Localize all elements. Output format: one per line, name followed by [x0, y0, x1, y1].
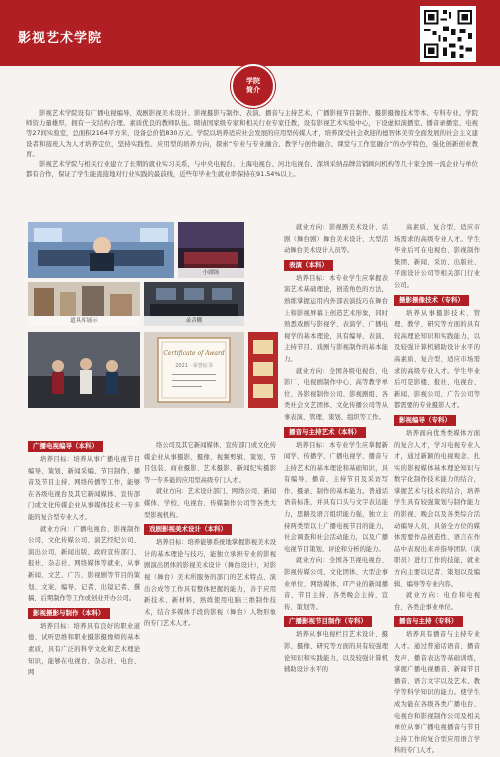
art-design-career: 就业方向：影视剧美术设计、话剧（舞台剧）舞台美术设计、大型活动舞台美术设计人员等。 — [284, 224, 388, 255]
college-introduction — [26, 108, 478, 179]
major-text-broadcasting: 培养目标：本专业学生应掌握新闻学、传播学、广播电视学、播音与主持艺术的基本理论和基础知识，具有编导、播音、主持节目及采访写作、摄录、制作的基本能力。普通话语音标准，并具有口头与文字表达能力，思路及语言组织能力强，独立主持两类型以上广播电视节目的能力，社会调查和社会活动能力，以及广播电视节目策划、评论和分析的能力。 — [284, 441, 388, 553]
badge-line-2: 简介 — [246, 86, 260, 94]
page-title: 影视艺术学院 — [18, 31, 103, 46]
intro-paragraph-2: 影视艺术学院与相关行业建立了长期的就业实习关系，与中央电视台、上海电视台、河北电视台、深圳采纳品牌营销顾问机构等几十家全国一流企业与单位都有合作，保证了学生能直接地对行业实践的最前线，近些年毕业生就业率保持在91.54%以上。 — [26, 160, 478, 179]
qr-code-icon — [420, 6, 476, 62]
major-title-performance: 表演（本科） — [284, 260, 333, 271]
major-career-performance: 就业方向：全国各级电视台、电影厂、电视剧制作中心、高等教学单位、各影视制作公司、影视剧组、各类社会文艺团体、文化传播公司等从事表演、管理、策划、组织等工作。 — [284, 367, 388, 421]
major-title-photography: 摄影摄像技术（专科） — [394, 295, 469, 306]
prop-room-caption: 道具库展示 — [28, 316, 140, 326]
major-title-broadcasting: 播音与主持艺术（本科） — [284, 427, 366, 438]
certificate-title: Certificate of Award — [163, 350, 225, 357]
recording-studio-photo — [144, 282, 244, 326]
major-text-hosting: 培养具有播音与主持专业人才。通过普通话语音、播音发声、播音表达等基础训练，掌握广播电视播音、新闻节目播音、语言文字以及艺术、教学等科学知识的能力。使学生成为能在各级各类广播电台、电视台和影视制作公司及相关单位从事广播电视播音与节目主持工作的复合型应用语言学科的专门人才。 — [394, 631, 480, 755]
stage-performance-photo — [28, 332, 140, 408]
cinematography-continued: 络公司及其它新闻媒体、宣传部门或文化传媒企业从事摄影、摄像、视频剪辑、策划、节目包装、商业摄影、艺术摄影、新闻纪实摄影等一专多能的应用型高级专门人才。 — [144, 442, 276, 484]
major-title-cinematography: 影视摄影与制作（本科） — [28, 608, 110, 619]
major-title-program-production: 广播影视节目制作（专科） — [284, 616, 372, 627]
major-text-art-design: 培养目标：培养能够系统地掌握影视美术设计的基本理论与技巧，能独立承担专业的影视剧演出团体的影视美术设计（舞台设计），对影视（舞台）美术所服务的部门的艺术特点、演出合成等工作具有整体把握的能力，善于应用新技术、新材料，熟练使用电脑三维制作技术，结合多媒体手段的影视（舞台）人物形象的专门艺术人才。 — [144, 539, 276, 628]
major-text-photography: 培养从事摄影技术、管理、教学、研究等方面的具有较高理论知识和实践能力，以及较强计算机辅助设计水平的高素质、复合型、适应市场需求的高级专业人才。学生毕业后可是影楼、报社、电视台、新闻、影视公司、广告公司等都需要的专业摄影人才。 — [394, 309, 480, 410]
column-3 — [284, 222, 388, 676]
recording-studio-caption: 录音棚 — [144, 316, 244, 326]
column-4 — [394, 222, 480, 757]
awards-display-photo — [248, 332, 278, 408]
major-career-tv-directing: 就业方向：广播电视台、影视制作公司、文化传媒公司、演艺经纪公司、演出公司、新闻出版、政府宣传部门、报社、杂志社、网络媒体等就业，从事新闻、文艺、广告、影视剧等节目的策划、文案、编导、记者、出镜记者、撰稿、后期制作等工作或创业开办公司。 — [28, 525, 140, 603]
small-theater-caption: 小剧场 — [178, 268, 244, 278]
major-career-film-directing: 就业方向：电台和电视台、各类企事业单位。 — [394, 592, 480, 611]
prop-room-photo — [28, 282, 140, 326]
column-2 — [144, 440, 276, 630]
major-title-film-directing: 影视编导（专科） — [394, 415, 456, 426]
program-production-continued: 高素质、复合型、适应市场需求的高级专业人才。学生毕业后可在电视台、影视制作集团、新闻、采访、出版社、平面设计公司等相关部门行业公司。 — [394, 224, 480, 289]
major-career-broadcasting: 就业方向：全国各卫视电视台、影视传媒公司、文化团体、大型企事业单位、网络媒体、IT产业的新闻播音、节目主持、各类晚会主持、宣传、策划等。 — [284, 557, 388, 611]
major-title-tv-directing: 广播电视编导（本科） — [28, 441, 103, 452]
studio-photo — [28, 222, 174, 278]
major-text-film-directing: 培养面向优秀类媒体方面的复合人才，学习电视专业人才，通过新颖的电视观念、扎实的影视媒体基本理论知识与数字化制作技术能力的结合，掌握艺术与技术的结合，培养学生具有较强策划与制作能力的影视、晚会以及各类综合活动编导人员，具备全方位的媒体需要作品创造性、语言在作品中表现出来并指导团队（演职员）进行工作的技能，就业方向主要以记者、策划以及编辑、编导等专业内容。 — [394, 429, 480, 588]
intro-paragraph-1: 影视艺术学院设有广播电视编导、戏剧影视美术设计、影视摄影与制作、表演、播音与主持艺术、广播影视节目制作、摄影摄像技术等本、专科专业。学院师资力量雄厚，拥有一支结构合理、素质优良的教师队伍。聘请国家级专家和相关行业专家任教，设有影视艺术实验中心，下设虚拟演播室、播音录播室、电视等27间实验室，总面积2164平方米，设备总价值830万元。学院以培养适应社会发展的应用型传媒人才，培养深受社会欢迎的德智体美劳全面发展的社会主义建设者和接班人为人才培养定位，坚持实践性、应用型的培养方向，探索“专业与专业融合、教学与创作融合、课堂与工作室融合”的办学特色，强化创新创业教育。 — [26, 109, 478, 158]
award-certificate-photo — [144, 332, 244, 408]
major-text-program-production: 培养从事电视栏目艺术设计、摄影、摄像、研究等方面的具有较强理论知识和实践能力，以及较强计算机辅助设计水平的 — [284, 631, 388, 674]
major-career-cinematography: 就业方向：艺术设计部门、网络公司、新闻媒体、学校、电视台、传媒制作公司等各类大型影视机构。 — [144, 488, 276, 519]
major-title-hosting: 播音与主持（专科） — [394, 616, 463, 627]
small-theater-photo — [178, 222, 244, 278]
photo-gallery — [28, 222, 278, 440]
major-text-tv-directing: 培养目标：培养从事广播电视节目编导、策划、新闻采编、节目制作、播音及节目主持、网络传播等工作，能够在各级电视台及其它新闻媒体、宣传部门或文化传媒企业从事媒体技术一专多能的复合型专业人才。 — [28, 456, 140, 521]
page-header — [0, 0, 500, 66]
column-1 — [28, 438, 140, 679]
major-text-performance: 培养目标：本专业学生应掌握表演艺术基础理论，创造角色的方法，熟练掌握运用内外部表演技巧在舞台上和影视屏幕上创造艺术形象，同时熟悉戏剧与影视学、表演学、广播电视学的基本理论，具有编导、表演、主持节目、戏剧与影视制作的基本能力。 — [284, 274, 388, 363]
certificate-subtitle: 2021 · 荣誉证书 — [175, 363, 213, 369]
college-intro-badge — [231, 64, 275, 108]
major-text-cinematography: 培养目标：培养具有良好的职业道德、试听思维和职业摄影摄像师的基本素质，具有广泛的科学文化和艺术理论知识，能够在电视台、杂志社、电台、网 — [28, 622, 140, 677]
badge-line-1: 学院 — [246, 77, 260, 85]
major-title-art-design: 戏剧影视美术设计（本科） — [144, 524, 232, 535]
